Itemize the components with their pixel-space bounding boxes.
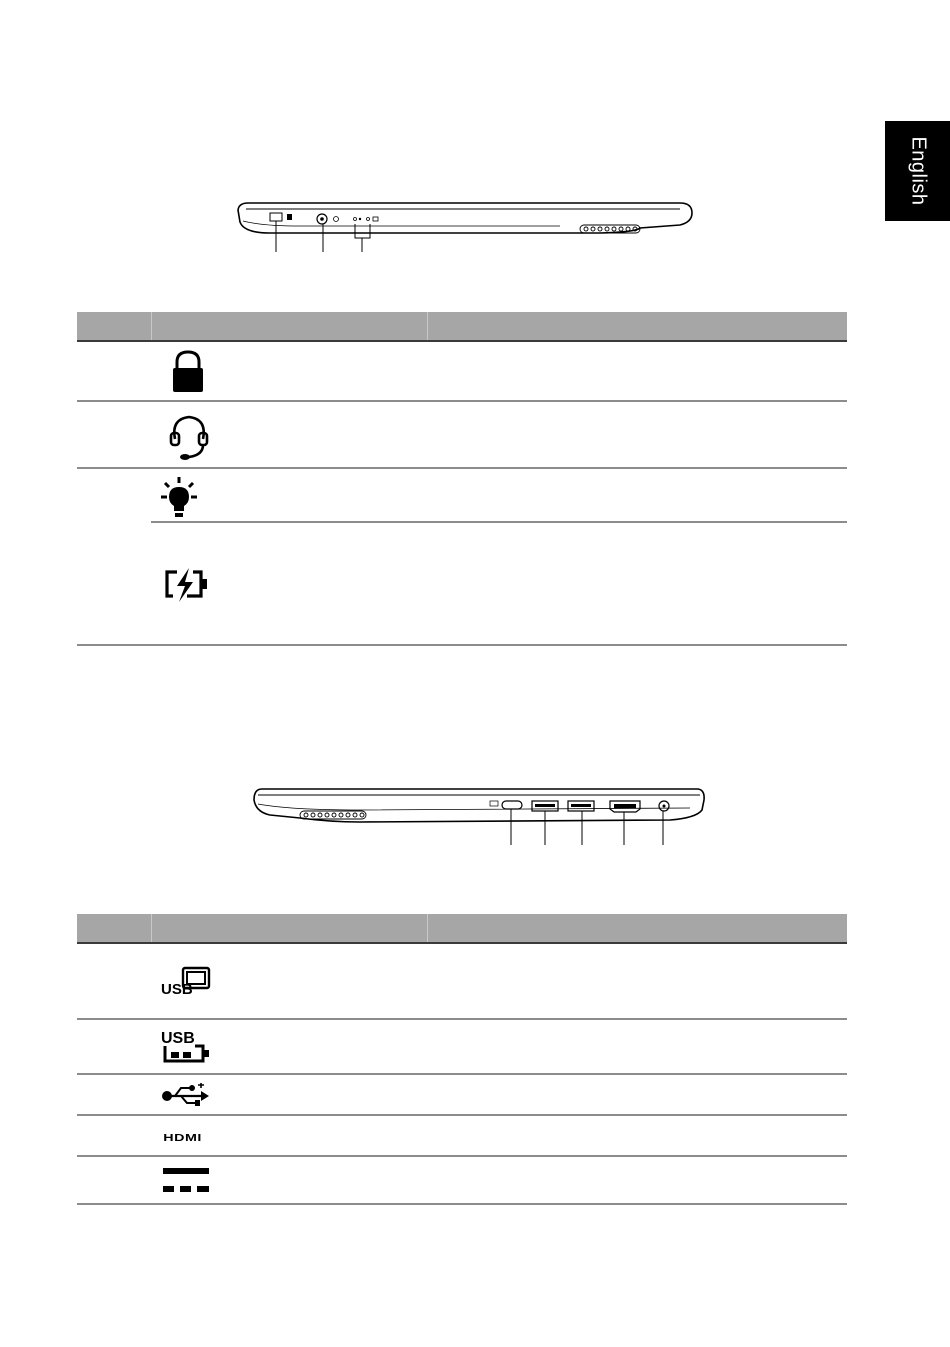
svg-text:USB: USB — [161, 981, 193, 996]
hdmi-icon — [161, 1126, 213, 1146]
speaker-grille — [300, 811, 366, 819]
usb-icon — [161, 1083, 213, 1107]
usb-c-port — [502, 801, 522, 809]
language-tab-label: English — [907, 136, 929, 206]
usb-c-display-icon — [161, 966, 213, 996]
table-header — [77, 914, 847, 944]
right-callout-lines — [511, 809, 663, 845]
svg-text:USB: USB — [161, 1030, 195, 1047]
dc-in-icon — [163, 1166, 211, 1196]
right-view-table — [77, 914, 847, 1209]
hdmi-icon-text: HDMI — [163, 1132, 202, 1144]
usb-charging-icon — [161, 1028, 213, 1064]
